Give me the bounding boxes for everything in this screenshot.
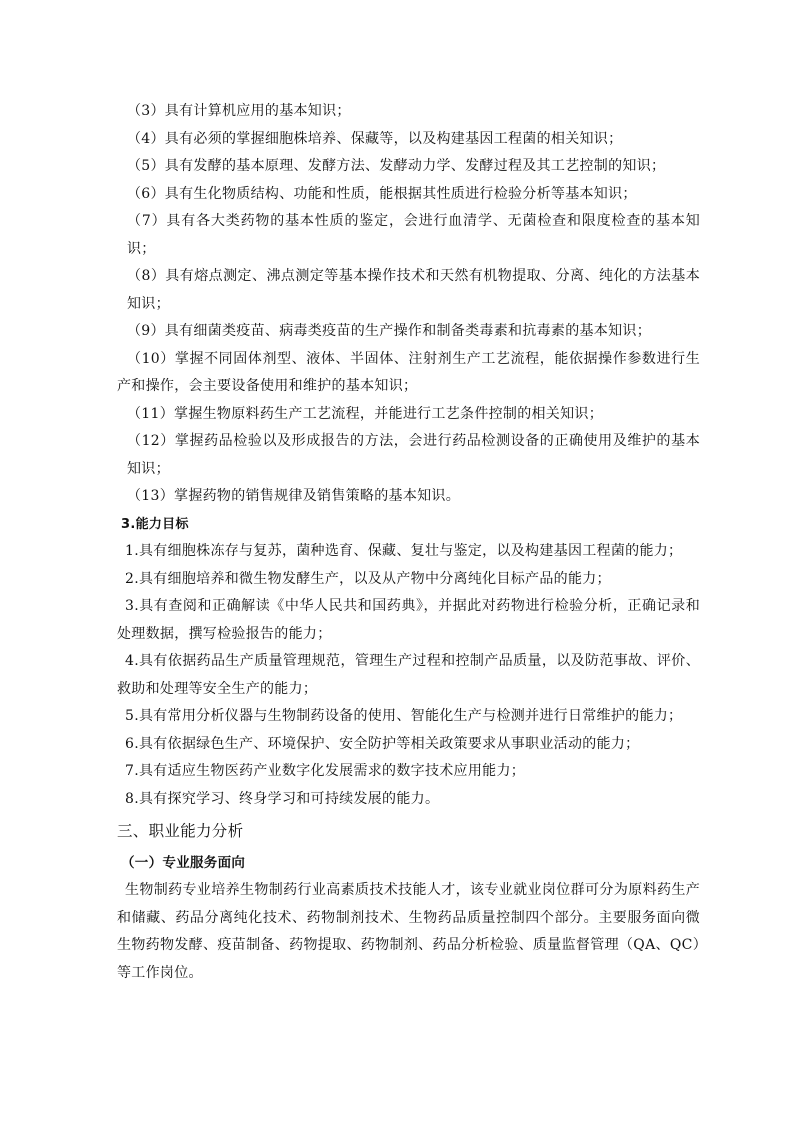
ability-list — [117, 538, 700, 813]
document-body — [117, 98, 700, 987]
ability-heading: 3.能力目标 — [121, 516, 189, 532]
knowledge-item: （4）具有必须的掌握细胞株培养、保藏等，以及构建基因工程菌的相关知识； — [127, 130, 623, 147]
knowledge-list — [117, 98, 700, 511]
ability-item: 8.具有探究学习、终身学习和可持续发展的能力。 — [125, 790, 440, 807]
knowledge-item: （13）掌握药物的销售规律及销售策略的基本知识。 — [127, 488, 461, 504]
subsection-heading: （一）专业服务面向 — [121, 854, 246, 871]
service-paragraph: 生物制药专业培养生物制药行业高素质技术技能人才，该专业就业岗位群可分为原料药生产和储藏、药品分离纯化技术、药物制剂技术、生物药品质量控制四个部分。主要服务面向微生物药物发酵、疫苗制备、药物提取、药物制剂、药品分析检验、质量监督管理（QA、QC）等工作岗位。 — [117, 882, 700, 981]
knowledge-item: （9）具有细菌类疫苗、病毒类疫苗的生产操作和制备类毒素和抗毒素的基本知识； — [127, 323, 652, 339]
ability-item: 5.具有常用分析仪器与生物制药设备的使用、智能化生产与检测并进行日常维护的能力； — [125, 708, 683, 724]
knowledge-item: （5）具有发酵的基本原理、发酵方法、发酵动力学、发酵过程及其工艺控制的知识； — [127, 158, 666, 174]
ability-item: 6.具有依据绿色生产、环境保护、安全防护等相关政策要求从事职业活动的能力； — [125, 735, 640, 752]
ability-item: 7.具有适应生物医药产业数字化发展需求的数字技术应用能力； — [125, 763, 526, 779]
knowledge-item: （3）具有计算机应用的基本知识； — [127, 103, 351, 119]
ability-item: 1.具有细胞株冻存与复苏，菌种选育、保藏、复壮与鉴定，以及构建基因工程菌的能力； — [125, 543, 683, 559]
knowledge-item: （6）具有生化物质结构、功能和性质，能根据其性质进行检验分析等基本知识； — [127, 185, 637, 202]
knowledge-item: （12）掌握药品检验以及形成报告的方法，会进行药品检测设备的正确使用及维护的基本知识； — [127, 433, 700, 477]
ability-item: 4.具有依据药品生产质量管理规范，管理生产过程和控制产品质量，以及防范事故、评价、救助和处理等安全生产的能力； — [117, 653, 700, 697]
knowledge-item: （7）具有各大类药物的基本性质的鉴定，会进行血清学、无菌检查和限度检查的基本知识； — [127, 213, 700, 257]
knowledge-item: （11）掌握生物原料药生产工艺流程，并能进行工艺条件控制的相关知识； — [127, 405, 604, 422]
knowledge-item: （8）具有熔点测定、沸点测定等基本操作技术和天然有机物提取、分离、纯化的方法基本知识； — [127, 268, 700, 312]
ability-item: 3.具有查阅和正确解读《中华人民共和国药典》，并据此对药物进行检验分析，正确记录和处理数据，撰写检验报告的能力； — [117, 598, 700, 642]
ability-item: 2.具有细胞培养和微生物发酵生产，以及从产物中分离纯化目标产品的能力； — [125, 570, 611, 587]
section-heading: 三、职业能力分析 — [117, 822, 244, 840]
knowledge-item: （10）掌握不同固体剂型、液体、半固体、注射剂生产工艺流程，能依据操作参数进行生产和操作，会主要设备使用和维护的基本知识； — [117, 350, 700, 394]
